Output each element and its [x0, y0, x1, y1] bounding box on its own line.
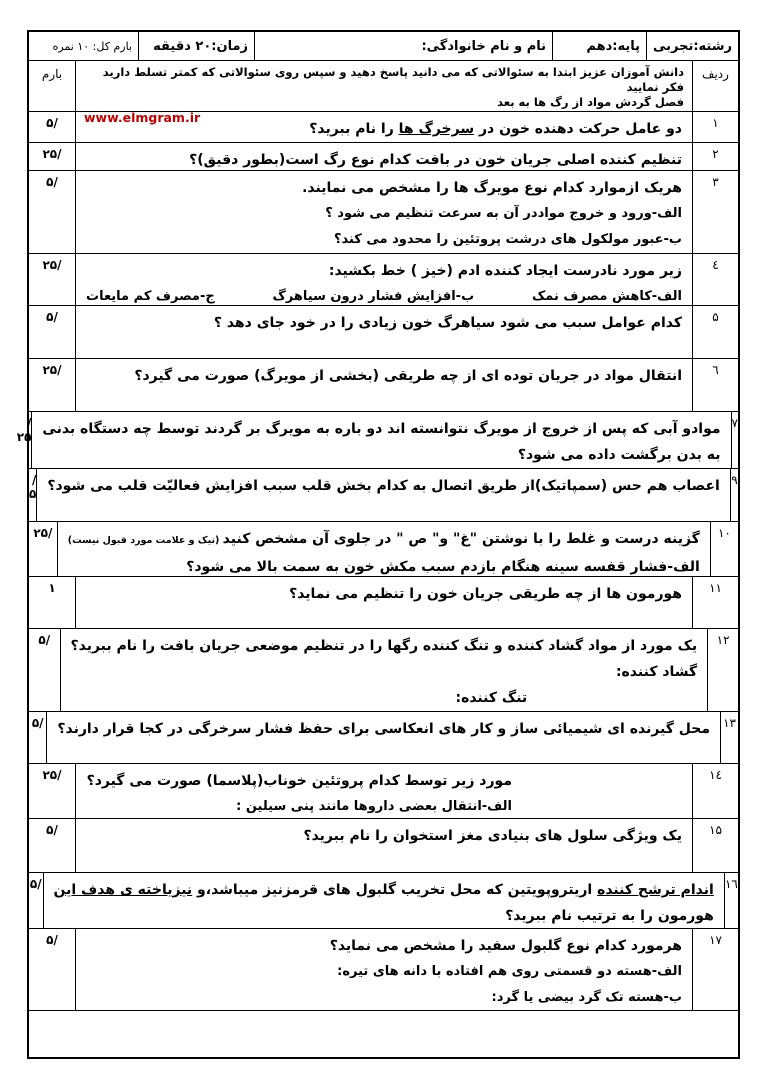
question-line: تنظیم کننده اصلی جریان خون در بافت کدام نوع رگ است(بطور دقیق)؟ [189, 152, 682, 168]
question-text [75, 359, 692, 411]
instructions-cell [75, 61, 692, 125]
question-subitem: ب-هسته تک گرد بیضی یا گرد: [491, 990, 682, 1005]
question-text-part: را نام ببرید؟ [309, 121, 399, 137]
option-c[interactable]: ج-مصرف کم مایعات [86, 289, 215, 304]
question-line: انتقال مواد در جریان توده ای از چه طریقی (بخشی از مویرگ) صورت می گیرد؟ [134, 368, 682, 384]
question-number: ۱ [692, 112, 738, 142]
question-score: ۱ [48, 581, 56, 595]
question-line: موادو آبی که پس از خروج از مویرگ نتوانسته اند دو باره به مویرگ بر گردند توسط چه دستگاه بدنی [42, 421, 721, 437]
question-number: ۳ [692, 171, 738, 253]
question-text [75, 764, 692, 818]
question-text [75, 929, 692, 1010]
question-text [57, 522, 710, 576]
question-text [43, 873, 724, 928]
question-number: ۲ [692, 143, 738, 170]
question-text [36, 469, 729, 521]
question-text [60, 629, 708, 711]
question-subitem: الف-ورود و خروج مواددر آن به سرعت تنظیم می شود ؟ [325, 206, 682, 221]
question-line: هورمون را به ترتیب نام ببرید؟ [505, 908, 714, 924]
question-number: ٦ [692, 359, 738, 411]
instructions-row [29, 61, 738, 125]
question-number: ۹ [730, 469, 738, 521]
exam-header [29, 32, 738, 61]
question-text [46, 712, 720, 763]
question-line: هرمورد کدام نوع گلبول سفید را مشخص می نماید؟ [329, 938, 682, 954]
question-row [29, 712, 738, 764]
question-row [29, 819, 738, 873]
question-row [29, 469, 738, 522]
question-line-text: گزینه درست و غلط را با نوشتن "غ" و" ص " در جلوی آن مشخص کنید [222, 531, 700, 547]
question-number: ١٤ [692, 764, 738, 818]
question-text [75, 819, 692, 872]
question-subitem: ب-عبور مولکول های درشت پروتئین را محدود می کند؟ [333, 232, 682, 247]
question-row [29, 143, 738, 171]
row-number-header: ردیف [692, 61, 738, 111]
website-link[interactable]: www.elmgram.ir [84, 110, 201, 125]
question-score: /۵ [29, 473, 37, 501]
question-line [68, 526, 700, 554]
question-note: (تیک و علامت مورد قبول نیست) [67, 535, 223, 546]
question-subitem: تنگ کننده: [455, 690, 528, 706]
question-line: یک ویژگی سلول های بنیادی مغز استخوان را نام ببرید؟ [303, 828, 682, 844]
instructions-text: دانش آموزان عزیز ابتدا به سئوالاتی که می دانید پاسخ دهید و سپس روی سئوالاتی که کمتر تسلط دارید فکر نمایید [102, 65, 684, 94]
question-line: محل گیرنده ای شیمیائی ساز و کار های انعکاسی برای حفظ فشار سرخرگی در کجا قرار دارند؟ [57, 721, 711, 737]
student-name-field[interactable]: نام و نام خانوادگی: [254, 32, 552, 60]
question-row [29, 629, 738, 712]
question-text [31, 412, 730, 468]
question-number: ١٦ [724, 873, 738, 928]
question-line: هورمون ها از چه طریقی جریان خون را تنظیم می نماید؟ [289, 586, 682, 602]
question-score: /۵ [46, 310, 58, 324]
question-number: ٤ [692, 254, 738, 305]
question-score: /۵ [46, 823, 58, 837]
question-row [29, 171, 738, 254]
question-number: ۱۷ [692, 929, 738, 1010]
question-score: /۵ [38, 633, 51, 647]
question-line: به بدن برگشت داده می شود؟ [517, 447, 721, 463]
field-label: رشته:تجربی [646, 32, 738, 60]
option-b[interactable]: ب-افزایش فشار درون سیاهرگ [272, 289, 475, 304]
question-text [75, 171, 692, 253]
question-row [29, 254, 738, 306]
option-a[interactable]: الف-کاهش مصرف نمک [531, 289, 682, 304]
question-score: /۲۵ [33, 526, 53, 540]
question-row [16, 412, 738, 469]
question-row [29, 359, 738, 412]
question-number: ۱۲ [707, 629, 738, 711]
question-subitem: الف-فشار قفسه سینه هنگام بازدم سبب مکش خون به سمت بالا می شود؟ [186, 559, 700, 575]
question-text-part: اریتروپویتین که محل تخریب گلبول های قرمزنیز میباشد،و [192, 882, 598, 898]
total-score-label: بارم کل: ۱۰ نمره [52, 39, 132, 53]
question-text [75, 254, 692, 305]
question-score: /۵ [46, 175, 58, 189]
question-number: ۱۳ [720, 712, 738, 763]
grade-label: پایه:دهم [552, 32, 646, 60]
question-number: ۱۱ [692, 577, 738, 628]
question-score: /۲۵ [42, 363, 62, 377]
question-line: کدام عوامل سبب می شود سیاهرگ خون زیادی را در خود جای دهد ؟ [213, 315, 682, 331]
question-line: اعصاب هم حس (سمپاتیک)از طریق اتصال به کدام بخش قلب سبب افزایش فعالیّت قلب می شود؟ [47, 478, 720, 494]
question-line: هریک ازموارد کدام نوع مویرگ ها را مشخص می نمایند. [302, 180, 682, 196]
question-row [29, 522, 738, 577]
question-text [75, 577, 692, 628]
question-line: مورد زیر توسط کدام پروتئین خوناب(پلاسما) صورت می گیرد؟ [86, 773, 512, 789]
question-row [29, 873, 738, 929]
question-line: زیر مورد نادرست ایجاد کننده ادم (خیز ) خط بکشید: [328, 263, 682, 279]
question-line [54, 877, 714, 903]
question-underlined-text: نیزیاخته ی هدف این [53, 882, 193, 898]
question-row [29, 929, 738, 1011]
question-score: /۲۵ [42, 258, 62, 272]
question-underlined-text: اندام ترشح کننده [597, 882, 714, 898]
question-number: ۵ [692, 306, 738, 358]
question-number: ۱۵ [692, 819, 738, 872]
question-row [29, 764, 738, 819]
question-line: یک مورد از مواد گشاد کننده و تنگ کننده رگها را در تنظیم موضعی جریان بافت را نام ببرید؟ [70, 638, 698, 654]
question-score: /۲۵ [42, 147, 62, 161]
question-score: /۵ [46, 933, 58, 947]
question-score: /۵ [29, 877, 42, 891]
question-number: ۱۰ [710, 522, 738, 576]
question-subitem: الف-هسته دو قسمتی روی هم افتاده با دانه های تیره: [337, 964, 682, 979]
question-score: /۵ [31, 716, 44, 730]
chapter-text: فصل گردش مواد از رگ ها به بعد [497, 95, 684, 109]
question-subitem: گشاد کننده: [615, 664, 698, 680]
question-text [75, 143, 692, 170]
question-score: /۲۵ [16, 416, 32, 444]
question-row [29, 577, 738, 629]
question-score: /۲۵ [42, 768, 62, 782]
exam-sheet [16, 30, 740, 1059]
question-underlined-text: سرخرگ ها [398, 121, 475, 137]
question-number: ۷ [731, 412, 738, 468]
question-row [29, 112, 738, 143]
question-text [75, 112, 692, 142]
question-subitem: الف-انتقال بعضی داروها مانند پنی سیلین : [236, 799, 512, 814]
question-score: /۵ [46, 116, 58, 130]
question-row [29, 306, 738, 359]
question-text-part: دو عامل حرکت دهنده خون در [474, 121, 682, 137]
score-header: بارم [41, 67, 63, 81]
time-label: زمان:۲۰ دقیقه [138, 32, 254, 60]
question-text [75, 306, 692, 358]
